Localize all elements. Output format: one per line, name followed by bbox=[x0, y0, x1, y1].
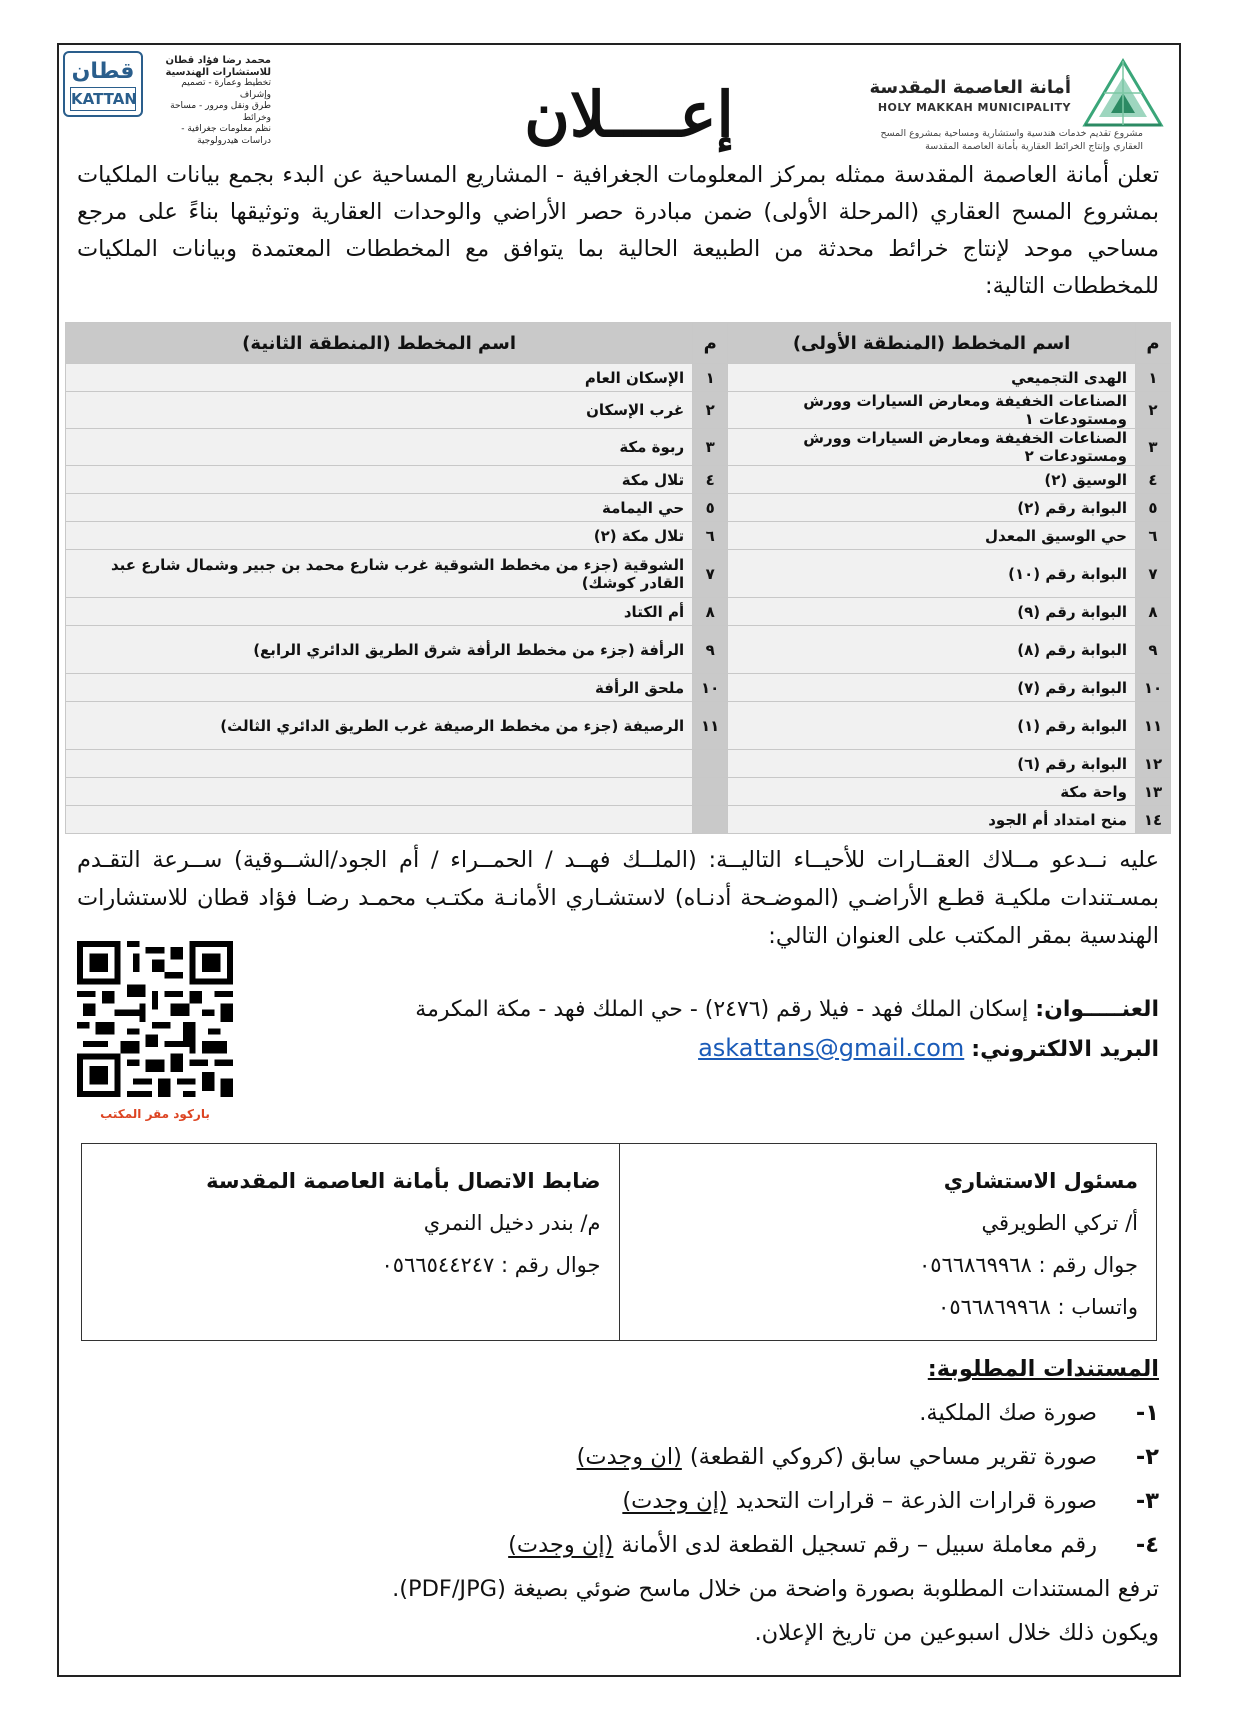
municipality-contact-name: م/ بندر دخيل النمري bbox=[423, 1211, 601, 1235]
row-number: ٧ bbox=[1136, 550, 1171, 598]
invite-paragraph: عليه نــدعو مــلاك العقــارات للأحيــاء التاليــة: (الملــك فهــد / الحمــراء / أم الجود/الشــوقية) ســرعة التقـدم بمسـتندات ملكيـة قطـع الأراضـي (الموضـحة أدنـاه) لاستشـاري الأمانـة مكتـب محمـد رضـا فؤاد قطان للاستشارات الهندسية بمقر المكتب على العنوان التالي: bbox=[77, 847, 1159, 949]
row-number bbox=[693, 750, 728, 778]
row-number: ١١ bbox=[1136, 702, 1171, 750]
kattan-logo bbox=[63, 49, 313, 146]
address-label: العنـــــوان: bbox=[1035, 997, 1159, 1022]
table-row bbox=[66, 522, 1171, 550]
row-number: ٦ bbox=[1136, 522, 1171, 550]
plan-name: واحة مكة bbox=[728, 778, 1136, 806]
documents-heading: المستندات المطلوبة: bbox=[927, 1356, 1159, 1382]
row-number: ٩ bbox=[1136, 626, 1171, 674]
plan-name: الهدى التجميعي bbox=[728, 364, 1136, 392]
address-line bbox=[249, 991, 1159, 1029]
plan-name: البوابة رقم (٩) bbox=[728, 598, 1136, 626]
row-number: ٥ bbox=[1136, 494, 1171, 522]
row-number: ٣ bbox=[1136, 429, 1171, 466]
item-note: (إن وجدت) bbox=[508, 1532, 614, 1558]
item-number: ٤- bbox=[1135, 1532, 1159, 1558]
col-num: م bbox=[1136, 323, 1171, 364]
row-number: ٧ bbox=[693, 550, 728, 598]
plan-name bbox=[66, 750, 693, 778]
plan-name: الشوقية (جزء من مخطط الشوقية غرب شارع محمد بن جبير وشمال شارع عبد القادر كوشك) bbox=[66, 550, 693, 598]
plan-name: حي الوسيق المعدل bbox=[728, 522, 1136, 550]
documents-footer: ويكون ذلك خلال اسبوعين من تاريخ الإعلان. bbox=[754, 1620, 1159, 1646]
plan-name: حي اليمامة bbox=[66, 494, 693, 522]
list-item bbox=[79, 1523, 1159, 1567]
list-item bbox=[79, 1391, 1159, 1435]
header bbox=[59, 45, 1179, 155]
row-number: ٦ bbox=[693, 522, 728, 550]
row-number: ٩ bbox=[693, 626, 728, 674]
kattan-logo-box bbox=[63, 51, 143, 117]
documents-footer: ترفع المستندات المطلوبة بصورة واضحة من خلال ماسح ضوئي بصيغة (PDF/JPG). bbox=[392, 1576, 1159, 1602]
documents-list bbox=[79, 1391, 1159, 1567]
item-note: (إن وجدت) bbox=[622, 1488, 728, 1514]
col-zone2: اسم المخطط (المنطقة الثانية) bbox=[66, 323, 693, 364]
table-row bbox=[66, 750, 1171, 778]
municipality-contact-mobile: جوال رقم : ٠٥٦٦٥٤٤٢٤٧ bbox=[381, 1253, 601, 1277]
table-row bbox=[66, 702, 1171, 750]
plan-name: ربوة مكة bbox=[66, 429, 693, 466]
row-number: ٤ bbox=[1136, 466, 1171, 494]
plan-name: البوابة رقم (٨) bbox=[728, 626, 1136, 674]
page-title: إعــــلان bbox=[524, 78, 734, 151]
item-number: ٣- bbox=[1135, 1488, 1159, 1514]
table-row bbox=[66, 598, 1171, 626]
row-number: ٨ bbox=[1136, 598, 1171, 626]
item-text: رقم معاملة سبيل – رقم تسجيل القطعة لدى الأمانة bbox=[621, 1532, 1097, 1558]
plan-name: البوابة رقم (٦) bbox=[728, 750, 1136, 778]
plan-name: غرب الإسكان bbox=[66, 392, 693, 429]
email-label: البريد الالكتروني: bbox=[971, 1037, 1159, 1062]
item-text: صورة صك الملكية. bbox=[919, 1400, 1097, 1426]
municipality-project-desc: مشروع تقديم خدمات هندسية واستشارية ومساحية بمشروع المسح العقاري وإنتاج الخرائط العقارية بأمانة العاصمة المقدسة bbox=[880, 128, 1143, 152]
table-row bbox=[66, 392, 1171, 429]
plan-name: الرأفة (جزء من مخطط الرأفة شرق الطريق الدائري الرابع) bbox=[66, 626, 693, 674]
kattan-logo-en: KATTAN bbox=[70, 87, 136, 111]
row-number: ٢ bbox=[1136, 392, 1171, 429]
table-row bbox=[66, 466, 1171, 494]
plan-name: تلال مكة (٢) bbox=[66, 522, 693, 550]
row-number: ١ bbox=[693, 364, 728, 392]
row-number bbox=[693, 778, 728, 806]
required-documents bbox=[79, 1347, 1159, 1655]
kattan-line: طرق ونقل ومرور - مساحة وخرائط bbox=[170, 101, 271, 123]
email-link[interactable]: askattans@gmail.com bbox=[698, 1034, 965, 1062]
municipality-name-ar: أمانة العاصمة المقدسة bbox=[869, 77, 1071, 98]
row-number: ١٤ bbox=[1136, 806, 1171, 834]
municipality-emblem-icon bbox=[1075, 55, 1171, 131]
table-row bbox=[66, 806, 1171, 834]
plan-name: الإسكان العام bbox=[66, 364, 693, 392]
plan-name: تلال مكة bbox=[66, 466, 693, 494]
table-row bbox=[66, 550, 1171, 598]
plans-table-body bbox=[66, 364, 1171, 834]
row-number: ١ bbox=[1136, 364, 1171, 392]
municipality-name-en: HOLY MAKKAH MUNICIPALITY bbox=[877, 101, 1071, 114]
consultant-contact bbox=[620, 1144, 1157, 1340]
address-block bbox=[249, 991, 1159, 1069]
plans-table bbox=[65, 322, 1171, 834]
kattan-line: تخطيط وعمارة - تصميم وإشراف bbox=[181, 78, 271, 100]
plan-name bbox=[66, 806, 693, 834]
municipality-contact bbox=[82, 1144, 620, 1340]
row-number: ١٣ bbox=[1136, 778, 1171, 806]
plan-name: الوسيق (٢) bbox=[728, 466, 1136, 494]
plan-name: الصناعات الخفيفة ومعارض السيارات وورش ومستودعات ٢ bbox=[728, 429, 1136, 466]
row-number: ٤ bbox=[693, 466, 728, 494]
row-number bbox=[693, 806, 728, 834]
row-number: ١١ bbox=[693, 702, 728, 750]
table-row bbox=[66, 778, 1171, 806]
table-row bbox=[66, 674, 1171, 702]
qr-caption: باركود مقر المكتب bbox=[100, 1107, 210, 1121]
item-note: (ان وجدت) bbox=[576, 1444, 682, 1470]
kattan-line: للاستشارات الهندسية bbox=[165, 66, 271, 78]
plan-name bbox=[66, 778, 693, 806]
row-number: ٨ bbox=[693, 598, 728, 626]
col-num: م bbox=[693, 323, 728, 364]
plan-name: منح امتداد أم الجود bbox=[728, 806, 1136, 834]
plan-name: البوابة رقم (١) bbox=[728, 702, 1136, 750]
list-item bbox=[79, 1435, 1159, 1479]
kattan-logo-ar: قطان bbox=[71, 59, 135, 84]
row-number: ١٠ bbox=[693, 674, 728, 702]
item-number: ١- bbox=[1135, 1400, 1159, 1426]
municipality-contact-title: ضابط الاتصال بأمانة العاصمة المقدسة bbox=[206, 1169, 601, 1193]
table-row bbox=[66, 494, 1171, 522]
plan-name: الصناعات الخفيفة ومعارض السيارات وورش ومستودعات ١ bbox=[728, 392, 1136, 429]
plan-name: البوابة رقم (١٠) bbox=[728, 550, 1136, 598]
row-number: ٣ bbox=[693, 429, 728, 466]
kattan-line: محمد رضا فؤاد قطان bbox=[165, 55, 271, 66]
plan-name: الرصيفة (جزء من مخطط الرصيفة غرب الطريق الدائري الثالث) bbox=[66, 702, 693, 750]
plan-name: ملحق الرأفة bbox=[66, 674, 693, 702]
contacts-box bbox=[81, 1143, 1157, 1341]
item-text: صورة تقرير مساحي سابق (كروكي القطعة) bbox=[689, 1444, 1097, 1470]
email-line bbox=[249, 1029, 1159, 1069]
item-number: ٢- bbox=[1135, 1444, 1159, 1470]
col-zone1: اسم المخطط (المنطقة الأولى) bbox=[728, 323, 1136, 364]
plans-table-header bbox=[66, 323, 1171, 364]
kattan-firm-info bbox=[151, 55, 271, 147]
row-number: ١٠ bbox=[1136, 674, 1171, 702]
row-number: ١٢ bbox=[1136, 750, 1171, 778]
qr-code-icon[interactable] bbox=[77, 941, 233, 1097]
kattan-line: نظم معلومات جغرافية - دراسات هيدرولوجية bbox=[181, 124, 271, 146]
address-value: إسكان الملك فهد - فيلا رقم (٢٤٧٦) - حي الملك فهد - مكة المكرمة bbox=[415, 997, 1029, 1022]
list-item bbox=[79, 1479, 1159, 1523]
plan-name: البوابة رقم (٢) bbox=[728, 494, 1136, 522]
table-row bbox=[66, 626, 1171, 674]
item-text: صورة قرارات الذرعة – قرارات التحديد bbox=[735, 1488, 1097, 1514]
row-number: ٢ bbox=[693, 392, 728, 429]
intro-paragraph: تعلن أمانة العاصمة المقدسة ممثله بمركز المعلومات الجغرافية - المشاريع المساحية عن البدء بجمع بيانات الملكيات بمشروع المسح العقاري (المرحلة الأولى) ضمن مبادرة حصر الأراضي والوحدات العقارية وتوثيقها بناءً على مرجع مساحي موحد لإنتاج خرائط محدثة من الطبيعة الحالية بما يتوافق مع المخططات المعتمدة وبيانات الملكيات للمخططات التالية: bbox=[77, 162, 1159, 299]
consultant-whatsapp: واتساب : ٠٥٦٦٨٦٩٩٦٨ bbox=[938, 1295, 1138, 1319]
consultant-title: مسئول الاستشاري bbox=[943, 1169, 1138, 1193]
table-row bbox=[66, 429, 1171, 466]
consultant-name: أ/ تركي الطويرقي bbox=[981, 1211, 1138, 1235]
plan-name: أم الكتاد bbox=[66, 598, 693, 626]
consultant-mobile: جوال رقم : ٠٥٦٦٨٦٩٩٦٨ bbox=[919, 1253, 1138, 1277]
row-number: ٥ bbox=[693, 494, 728, 522]
municipality-logo bbox=[871, 49, 1171, 153]
plan-name: البوابة رقم (٧) bbox=[728, 674, 1136, 702]
table-row bbox=[66, 364, 1171, 392]
announcement-frame bbox=[57, 43, 1181, 1677]
